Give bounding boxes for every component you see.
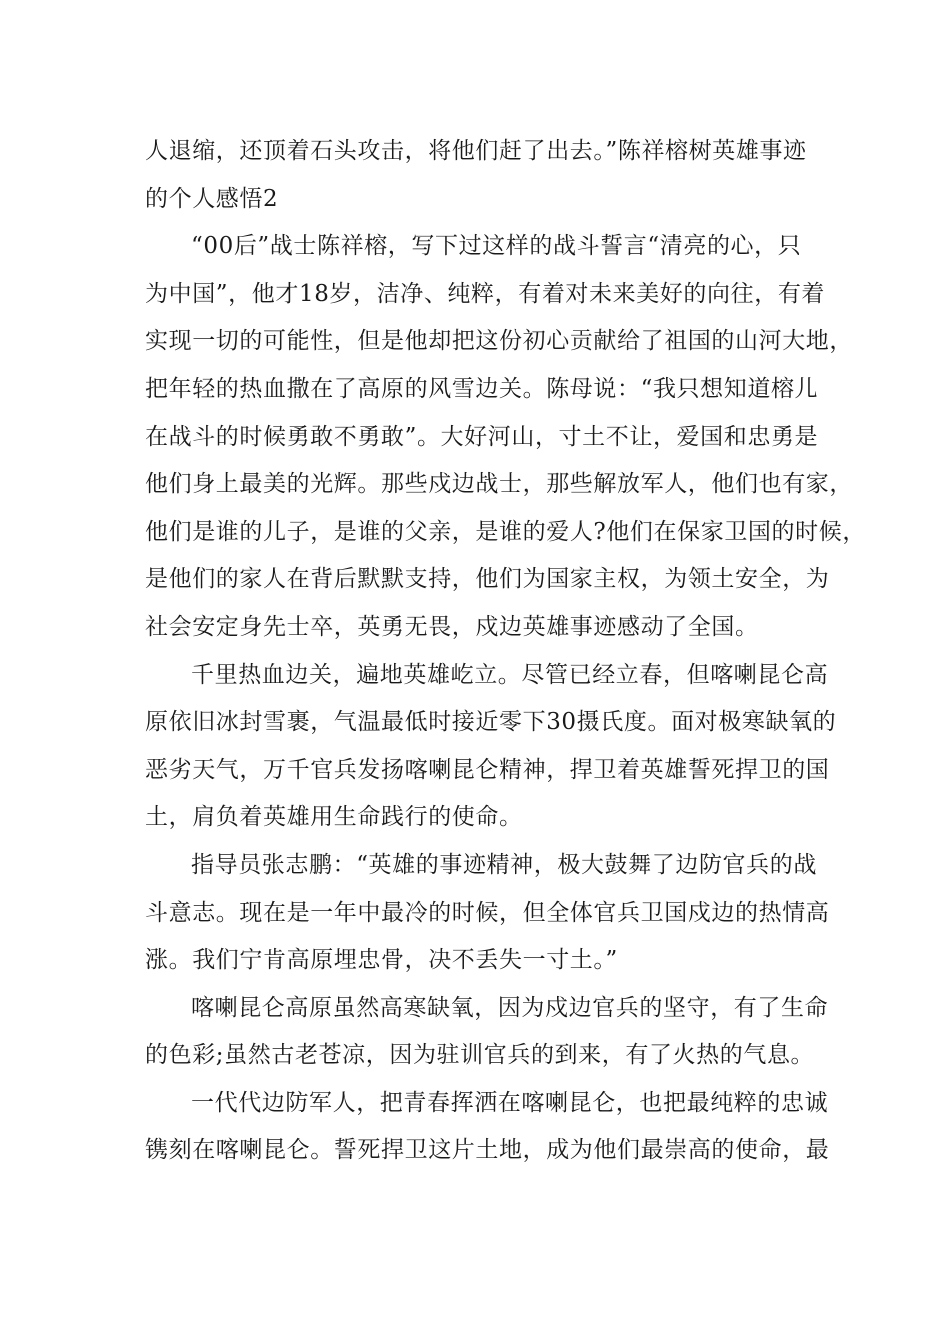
paragraph bbox=[145, 985, 829, 1080]
text-line: 镌刻在喀喇昆仑。誓死捍卫这片土地，成为他们最崇高的使命，最 bbox=[145, 1137, 830, 1164]
text-line: 是他们的家人在背后默默支持，他们为国家主权，为领土安全，为 bbox=[145, 566, 830, 593]
paragraph bbox=[145, 1080, 830, 1175]
text-line: 一代代边防军人，把青春挥洒在喀喇昆仑，也把最纯粹的忠诚 bbox=[191, 1089, 829, 1116]
text-line: 的色彩;虽然古老苍凉，因为驻训官兵的到来，有了火热的气息。 bbox=[145, 1042, 815, 1069]
text-line: 他们是谁的儿子，是谁的父亲，是谁的爱人?他们在保家卫国的时候， bbox=[145, 518, 866, 545]
document-body bbox=[145, 128, 866, 1175]
text-line: 实现一切的可能性，但是他却把这份初心贡献给了祖国的山河大地， bbox=[145, 328, 853, 355]
text-line: 斗意志。现在是一年中最冷的时候，但全体官兵卫国戍边的热情高 bbox=[145, 899, 830, 926]
text-line: 在战斗的时候勇敢不勇敢”。大好河山，寸土不让，爱国和忠勇是 bbox=[145, 423, 819, 450]
text-line: 把年轻的热血撒在了高原的风雪边关。陈母说：“我只想知道榕儿 bbox=[145, 375, 819, 402]
text-line: 为中国”，他才18岁，洁净、纯粹，有着对未来美好的向往，有着 bbox=[145, 280, 826, 307]
text-line: 土，肩负着英雄用生命践行的使命。 bbox=[145, 804, 523, 831]
text-line: 涨。我们宁肯高原埋忠骨，决不丢失一寸土。” bbox=[145, 947, 618, 974]
paragraph bbox=[145, 128, 809, 223]
text-line: 他们身上最美的光辉。那些戍边战士，那些解放军人，他们也有家， bbox=[145, 471, 853, 498]
paragraph bbox=[145, 652, 837, 842]
text-line: 人退缩，还顶着石头攻击，将他们赶了出去。”陈祥榕树英雄事迹 bbox=[145, 138, 807, 164]
paragraph bbox=[145, 223, 866, 651]
text-line: 的个人感悟2 bbox=[145, 185, 279, 212]
text-line: 恶劣天气，万千官兵发扬喀喇昆仑精神，捍卫着英雄誓死捍卫的国 bbox=[145, 756, 830, 783]
text-line: “00后”战士陈祥榕，写下过这样的战斗誓言“清亮的心，只 bbox=[191, 233, 802, 260]
text-line: 指导员张志鹏：“英雄的事迹精神，极大鼓舞了边防官兵的战 bbox=[191, 851, 817, 878]
text-line: 千里热血边关，遍地英雄屹立。尽管已经立春，但喀喇昆仑高 bbox=[191, 661, 829, 688]
text-line: 喀喇昆仑高原虽然高寒缺氧，因为戍边官兵的坚守，有了生命 bbox=[191, 994, 829, 1021]
paragraph bbox=[145, 842, 830, 985]
text-line: 社会安定身先士卒，英勇无畏，戍边英雄事迹感动了全国。 bbox=[145, 613, 759, 640]
text-line: 原依旧冰封雪裹，气温最低时接近零下30摄氏度。面对极寒缺氧的 bbox=[145, 709, 837, 736]
